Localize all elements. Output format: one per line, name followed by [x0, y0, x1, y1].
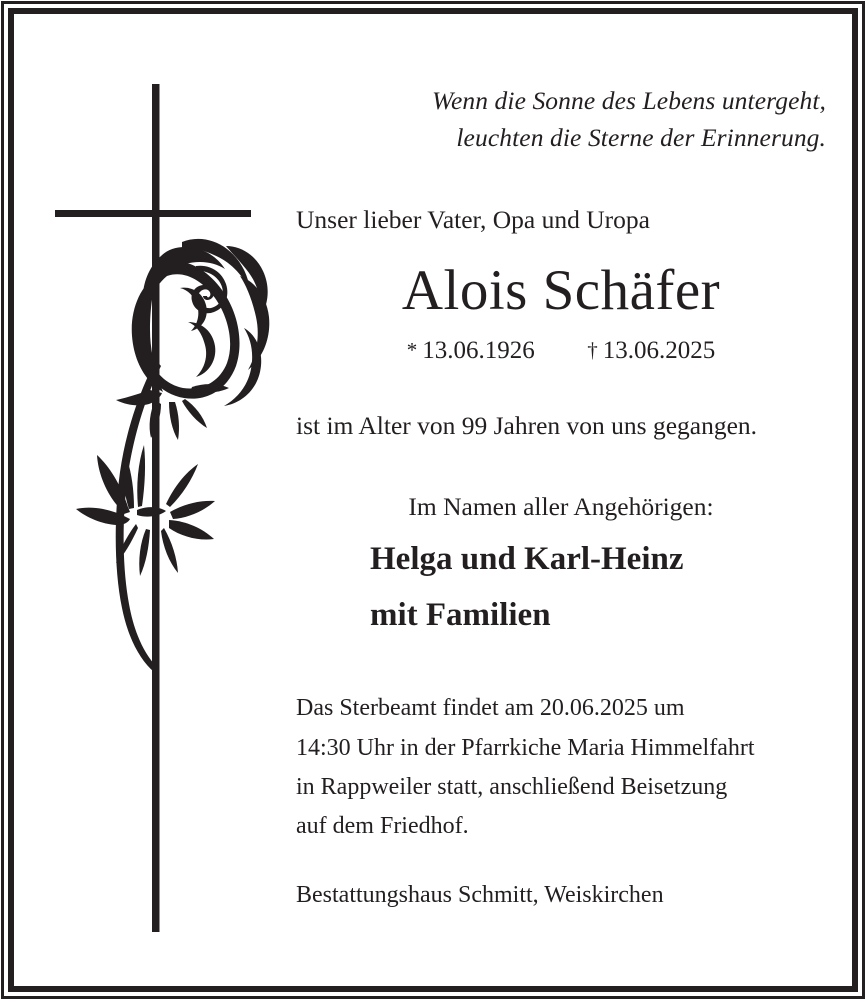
death-date: 13.06.2025 [602, 336, 716, 364]
age-statement: ist im Alter von 99 Jahren von uns gegangen. [296, 410, 758, 440]
birth-symbol-icon: * [406, 337, 418, 362]
funeral-home: Bestattungshaus Schmitt, Weiskirchen [296, 881, 664, 908]
family-line-2: mit Familien [370, 597, 551, 634]
notice-text-column [296, 60, 826, 911]
verse-line-1: Wenn die Sonne des Lebens untergeht, [431, 86, 826, 115]
service-details [296, 689, 826, 845]
service-line-2: 14:30 Uhr in der Pfarrkiche Maria Himmelfahrt [296, 734, 755, 761]
service-line-3: in Rappweiler statt, anschließend Beisetzung [296, 773, 728, 800]
family-line-1: Helga und Karl-Heinz [370, 541, 684, 578]
death-date-group [587, 337, 715, 365]
service-line-1: Das Sterbeamt findet am 20.06.2025 um [296, 695, 685, 722]
service-line-4: auf dem Friedhof. [296, 812, 469, 839]
birth-date-group [407, 337, 535, 365]
cross-dagger-icon: † [587, 337, 598, 362]
birth-date: 13.06.1926 [422, 336, 535, 364]
verse-line-2: leuchten die Sterne der Erinnerung. [456, 123, 826, 153]
on-behalf-label: Im Namen aller Angehörigen: [408, 492, 714, 522]
family-signature [296, 531, 826, 643]
relationship-intro: Unser lieber Vater, Opa und Uropa [296, 205, 650, 235]
deceased-name: Alois Schäfer [401, 258, 721, 322]
cross-with-rose-icon [30, 60, 290, 950]
memorial-verse [296, 82, 826, 156]
life-dates [296, 337, 826, 365]
